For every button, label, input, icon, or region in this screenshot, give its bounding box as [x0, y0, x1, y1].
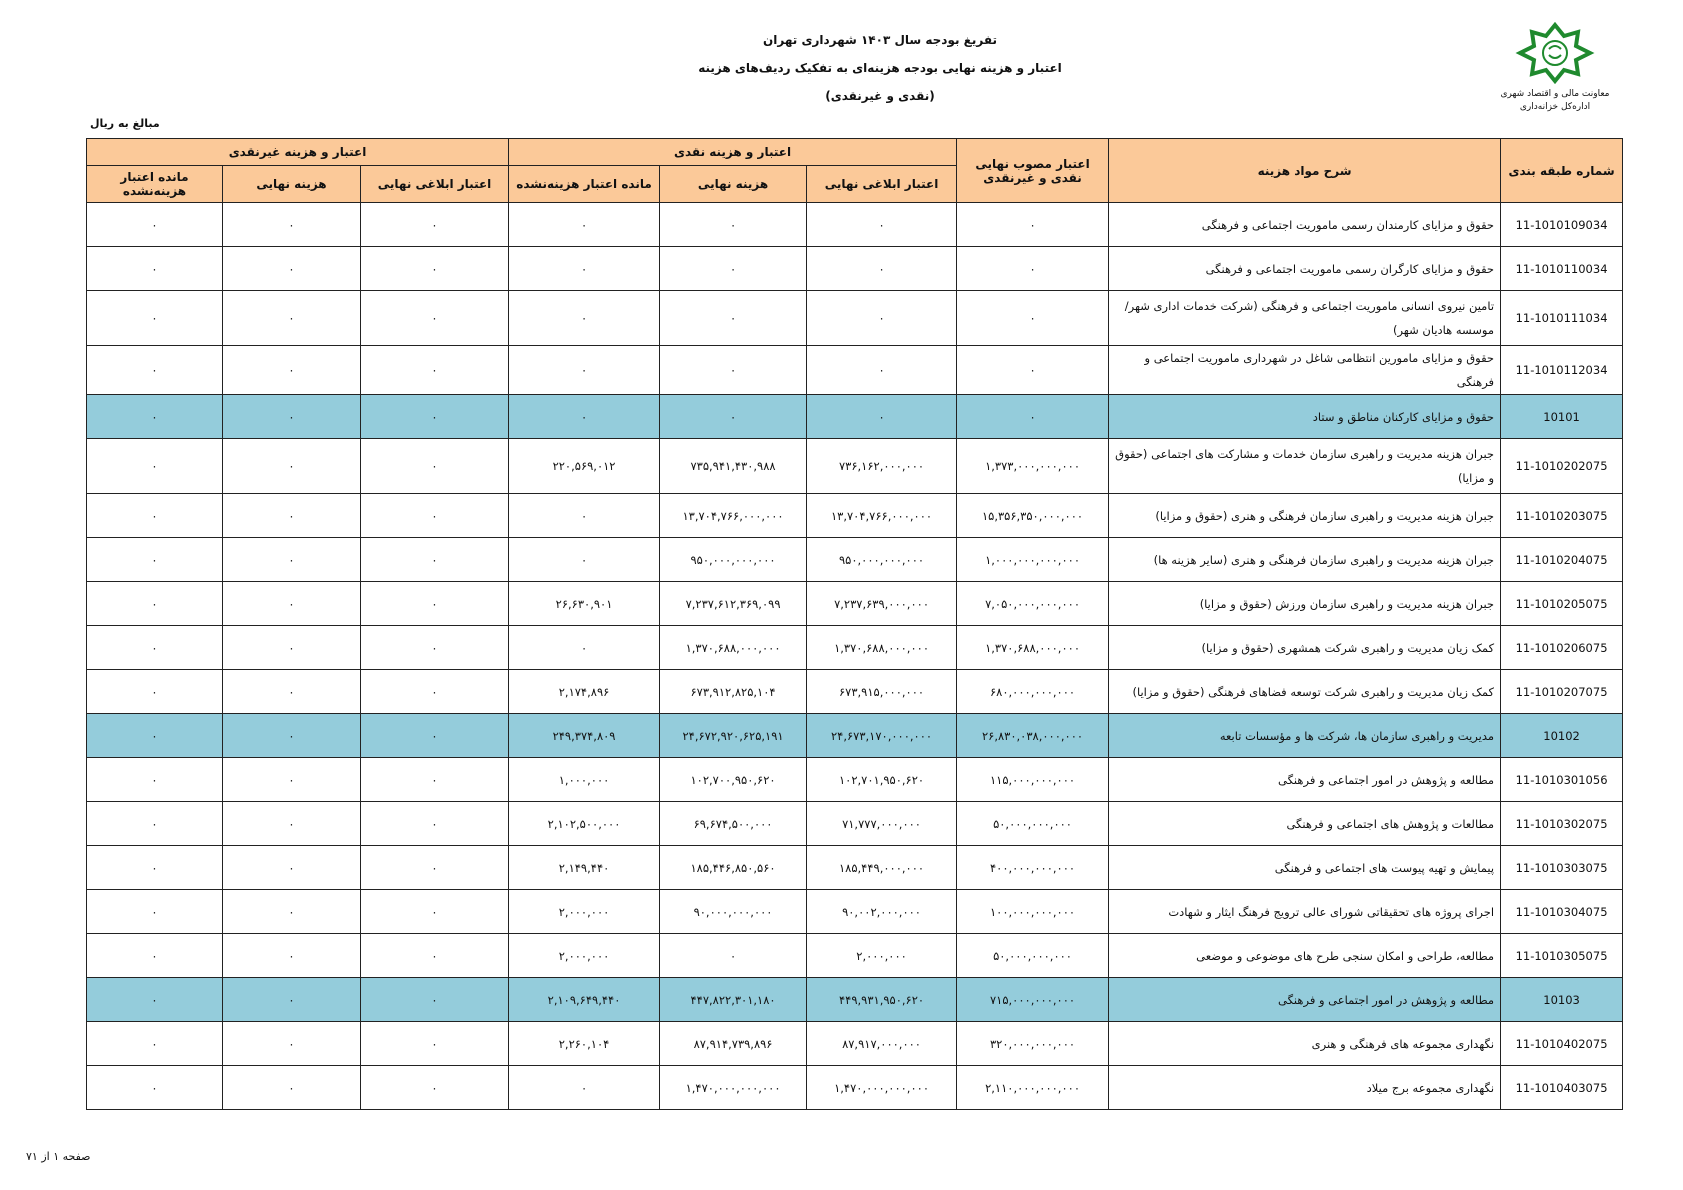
cell-cash-balance: ۰ — [509, 538, 660, 582]
cell-code: 11-1010112034 — [1501, 346, 1623, 395]
cell-noncash-balance: ۰ — [87, 247, 223, 291]
column-header-cash-allocated: اعتبار ابلاغی نهایی — [807, 166, 957, 203]
cell-noncash-balance: ۰ — [87, 758, 223, 802]
cell-noncash-expense: ۰ — [223, 439, 361, 494]
cell-code: 11-1010204075 — [1501, 538, 1623, 582]
cell-description: جبران هزینه مدیریت و راهبری سازمان فرهنگی و هنری (حقوق و مزایا) — [1109, 494, 1501, 538]
cell-cash-expense: ۹۰,۰۰۰,۰۰۰,۰۰۰ — [660, 890, 807, 934]
cell-cash-expense: ۰ — [660, 346, 807, 395]
budget-table-body — [87, 203, 1623, 1110]
column-header-noncash-balance: مانده اعتبار هزینه‌نشده — [87, 166, 223, 203]
cell-cash-balance: ۲۲۰,۵۶۹,۰۱۲ — [509, 439, 660, 494]
cell-noncash-allocated: ۰ — [361, 626, 509, 670]
cell-cash-expense: ۱,۳۷۰,۶۸۸,۰۰۰,۰۰۰ — [660, 626, 807, 670]
budget-table — [86, 138, 1623, 1110]
cell-code: 11-1010304075 — [1501, 890, 1623, 934]
cell-noncash-expense: ۰ — [223, 1066, 361, 1110]
cell-description: مدیریت و راهبری سازمان ها، شرکت ها و مؤسسات تابعه — [1109, 714, 1501, 758]
column-header-cash-balance: مانده اعتبار هزینه‌نشده — [509, 166, 660, 203]
cell-cash-balance: ۰ — [509, 494, 660, 538]
cell-code: 11-1010303075 — [1501, 846, 1623, 890]
cell-description: اجرای پروژه های تحقیقاتی شورای عالی ترویج فرهنگ ایثار و شهادت — [1109, 890, 1501, 934]
cell-cash-allocated: ۸۷,۹۱۷,۰۰۰,۰۰۰ — [807, 1022, 957, 1066]
cell-noncash-allocated: ۰ — [361, 494, 509, 538]
cell-noncash-expense: ۰ — [223, 538, 361, 582]
cell-cash-allocated: ۰ — [807, 291, 957, 346]
cell-noncash-expense: ۰ — [223, 978, 361, 1022]
table-row — [87, 934, 1623, 978]
cell-noncash-allocated: ۰ — [361, 538, 509, 582]
table-row — [87, 439, 1623, 494]
cell-cash-balance: ۲,۱۰۹,۶۴۹,۴۴۰ — [509, 978, 660, 1022]
cell-cash-expense: ۰ — [660, 247, 807, 291]
column-header-description: شرح مواد هزینه — [1109, 139, 1501, 203]
logo-deputy-label: معاونت مالی و اقتصاد شهری — [1500, 89, 1610, 99]
cell-noncash-balance: ۰ — [87, 670, 223, 714]
column-header-noncash-allocated: اعتبار ابلاغی نهایی — [361, 166, 509, 203]
cell-cash-balance: ۰ — [509, 346, 660, 395]
cell-noncash-expense: ۰ — [223, 582, 361, 626]
cell-noncash-allocated: ۰ — [361, 582, 509, 626]
cell-description: مطالعه، طراحی و امکان سنجی طرح های موضوعی و موضعی — [1109, 934, 1501, 978]
cell-description: حقوق و مزایای کارگران رسمی ماموریت اجتماعی و فرهنگی — [1109, 247, 1501, 291]
cell-noncash-balance: ۰ — [87, 203, 223, 247]
cell-noncash-expense: ۰ — [223, 890, 361, 934]
table-row — [87, 802, 1623, 846]
cell-cash-allocated: ۷۱,۷۷۷,۰۰۰,۰۰۰ — [807, 802, 957, 846]
cell-approved-total: ۱۱۵,۰۰۰,۰۰۰,۰۰۰ — [957, 758, 1109, 802]
table-row — [87, 1022, 1623, 1066]
cell-description: جبران هزینه مدیریت و راهبری سازمان فرهنگی و هنری (سایر هزینه ها) — [1109, 538, 1501, 582]
cell-approved-total: ۱,۰۰۰,۰۰۰,۰۰۰,۰۰۰ — [957, 538, 1109, 582]
cell-cash-balance: ۰ — [509, 1066, 660, 1110]
cell-noncash-balance: ۰ — [87, 582, 223, 626]
cell-code: 11-1010109034 — [1501, 203, 1623, 247]
cell-code: 10103 — [1501, 978, 1623, 1022]
tehran-municipality-logo-icon — [1514, 22, 1596, 84]
cell-cash-balance: ۰ — [509, 291, 660, 346]
cell-noncash-expense: ۰ — [223, 1022, 361, 1066]
cell-description: حقوق و مزایای مامورین انتظامی شاغل در شهرداری ماموریت اجتماعی و فرهنگی — [1109, 346, 1501, 395]
table-row — [87, 890, 1623, 934]
cell-cash-expense: ۰ — [660, 291, 807, 346]
cell-noncash-allocated: ۰ — [361, 934, 509, 978]
cell-cash-expense: ۶۷۳,۹۱۲,۸۲۵,۱۰۴ — [660, 670, 807, 714]
cell-noncash-expense: ۰ — [223, 934, 361, 978]
cell-description: کمک زیان مدیریت و راهبری شرکت همشهری (حقوق و مزایا) — [1109, 626, 1501, 670]
cell-code: 10102 — [1501, 714, 1623, 758]
cell-noncash-balance: ۰ — [87, 714, 223, 758]
cell-code: 11-1010403075 — [1501, 1066, 1623, 1110]
table-row — [87, 1066, 1623, 1110]
cell-cash-expense: ۱,۴۷۰,۰۰۰,۰۰۰,۰۰۰ — [660, 1066, 807, 1110]
cell-noncash-balance: ۰ — [87, 934, 223, 978]
cell-noncash-allocated: ۰ — [361, 978, 509, 1022]
cell-noncash-allocated: ۰ — [361, 1066, 509, 1110]
cell-approved-total: ۲,۱۱۰,۰۰۰,۰۰۰,۰۰۰ — [957, 1066, 1109, 1110]
cell-noncash-balance: ۰ — [87, 1022, 223, 1066]
cell-noncash-expense: ۰ — [223, 846, 361, 890]
cell-approved-total: ۳۲۰,۰۰۰,۰۰۰,۰۰۰ — [957, 1022, 1109, 1066]
cell-cash-balance: ۲,۱۰۲,۵۰۰,۰۰۰ — [509, 802, 660, 846]
cell-noncash-balance: ۰ — [87, 978, 223, 1022]
cell-cash-allocated: ۱۸۵,۴۴۹,۰۰۰,۰۰۰ — [807, 846, 957, 890]
cell-cash-expense: ۴۴۷,۸۲۲,۳۰۱,۱۸۰ — [660, 978, 807, 1022]
cell-code: 11-1010207075 — [1501, 670, 1623, 714]
cell-noncash-expense: ۰ — [223, 758, 361, 802]
table-row — [87, 247, 1623, 291]
cell-approved-total: ۷,۰۵۰,۰۰۰,۰۰۰,۰۰۰ — [957, 582, 1109, 626]
cell-noncash-balance: ۰ — [87, 494, 223, 538]
cell-cash-balance: ۰ — [509, 247, 660, 291]
cell-cash-expense: ۰ — [660, 203, 807, 247]
cell-cash-balance: ۲,۰۰۰,۰۰۰ — [509, 890, 660, 934]
cell-cash-allocated: ۶۷۳,۹۱۵,۰۰۰,۰۰۰ — [807, 670, 957, 714]
column-header-noncash-expense: هزینه نهایی — [223, 166, 361, 203]
table-row — [87, 582, 1623, 626]
cell-description: نگهداری مجموعه برج میلاد — [1109, 1066, 1501, 1110]
cell-noncash-allocated: ۰ — [361, 890, 509, 934]
cell-noncash-balance: ۰ — [87, 846, 223, 890]
table-row — [87, 346, 1623, 395]
cell-code: 11-1010111034 — [1501, 291, 1623, 346]
cell-cash-expense: ۷۳۵,۹۴۱,۴۳۰,۹۸۸ — [660, 439, 807, 494]
cell-cash-allocated: ۲,۰۰۰,۰۰۰ — [807, 934, 957, 978]
table-row — [87, 670, 1623, 714]
cell-description: مطالعات و پژوهش های اجتماعی و فرهنگی — [1109, 802, 1501, 846]
report-title-block — [560, 26, 1200, 110]
cell-cash-expense: ۹۵۰,۰۰۰,۰۰۰,۰۰۰ — [660, 538, 807, 582]
report-title: تفریغ بودجه سال ۱۴۰۳ شهرداری تهران — [763, 33, 997, 47]
cell-cash-allocated: ۹۵۰,۰۰۰,۰۰۰,۰۰۰ — [807, 538, 957, 582]
cell-cash-allocated: ۱۰۲,۷۰۱,۹۵۰,۶۲۰ — [807, 758, 957, 802]
column-group-cash: اعتبار و هزینه نقدی — [509, 139, 957, 166]
cell-noncash-expense: ۰ — [223, 395, 361, 439]
cell-description: مطالعه و پژوهش در امور اجتماعی و فرهنگی — [1109, 978, 1501, 1022]
cell-noncash-expense: ۰ — [223, 346, 361, 395]
cell-cash-allocated: ۱,۴۷۰,۰۰۰,۰۰۰,۰۰۰ — [807, 1066, 957, 1110]
cell-approved-total: ۰ — [957, 203, 1109, 247]
cell-cash-allocated: ۷,۲۳۷,۶۳۹,۰۰۰,۰۰۰ — [807, 582, 957, 626]
cell-approved-total: ۱,۳۷۰,۶۸۸,۰۰۰,۰۰۰ — [957, 626, 1109, 670]
cell-approved-total: ۰ — [957, 346, 1109, 395]
report-subtitle: اعتبار و هزینه نهایی بودجه هزینه‌ای به تفکیک ردیف‌های هزینه — [698, 61, 1062, 75]
cell-noncash-expense: ۰ — [223, 291, 361, 346]
cell-approved-total: ۷۱۵,۰۰۰,۰۰۰,۰۰۰ — [957, 978, 1109, 1022]
cell-code: 11-1010202075 — [1501, 439, 1623, 494]
cell-code: 11-1010110034 — [1501, 247, 1623, 291]
cell-noncash-allocated: ۰ — [361, 346, 509, 395]
cell-cash-expense: ۲۴,۶۷۲,۹۲۰,۶۲۵,۱۹۱ — [660, 714, 807, 758]
cell-cash-balance: ۲,۱۴۹,۴۴۰ — [509, 846, 660, 890]
cell-approved-total: ۴۰۰,۰۰۰,۰۰۰,۰۰۰ — [957, 846, 1109, 890]
cell-cash-balance: ۲۴۹,۳۷۴,۸۰۹ — [509, 714, 660, 758]
column-group-noncash: اعتبار و هزینه غیرنقدی — [87, 139, 509, 166]
cell-approved-total: ۱۵,۳۵۶,۳۵۰,۰۰۰,۰۰۰ — [957, 494, 1109, 538]
cell-cash-expense: ۷,۲۳۷,۶۱۲,۳۶۹,۰۹۹ — [660, 582, 807, 626]
table-row — [87, 291, 1623, 346]
subtotal-row — [87, 978, 1623, 1022]
table-row — [87, 538, 1623, 582]
cell-code: 11-1010305075 — [1501, 934, 1623, 978]
cell-cash-balance: ۰ — [509, 203, 660, 247]
cell-cash-allocated: ۲۴,۶۷۳,۱۷۰,۰۰۰,۰۰۰ — [807, 714, 957, 758]
cell-noncash-expense: ۰ — [223, 203, 361, 247]
cell-approved-total: ۱,۳۷۳,۰۰۰,۰۰۰,۰۰۰ — [957, 439, 1109, 494]
cell-noncash-expense: ۰ — [223, 670, 361, 714]
cell-cash-balance: ۱,۰۰۰,۰۰۰ — [509, 758, 660, 802]
cell-approved-total: ۰ — [957, 247, 1109, 291]
cell-approved-total: ۰ — [957, 395, 1109, 439]
column-header-cash-expense: هزینه نهایی — [660, 166, 807, 203]
cell-code: 11-1010302075 — [1501, 802, 1623, 846]
page-number: صفحه ۱ از ۷۱ — [26, 1150, 91, 1163]
cell-cash-allocated: ۴۴۹,۹۳۱,۹۵۰,۶۲۰ — [807, 978, 957, 1022]
cell-code: 11-1010205075 — [1501, 582, 1623, 626]
cell-approved-total: ۶۸۰,۰۰۰,۰۰۰,۰۰۰ — [957, 670, 1109, 714]
table-row — [87, 494, 1623, 538]
cell-noncash-balance: ۰ — [87, 626, 223, 670]
currency-unit-note: مبالغ به ریال — [90, 117, 160, 130]
cell-noncash-expense: ۰ — [223, 802, 361, 846]
cell-noncash-balance: ۰ — [87, 439, 223, 494]
cell-noncash-allocated: ۰ — [361, 670, 509, 714]
cell-description: جبران هزینه مدیریت و راهبری سازمان خدمات و مشارکت های اجتماعی (حقوق و مزایا) — [1109, 439, 1501, 494]
cell-cash-balance: ۲۶,۶۳۰,۹۰۱ — [509, 582, 660, 626]
cell-noncash-expense: ۰ — [223, 714, 361, 758]
cell-approved-total: ۵۰,۰۰۰,۰۰۰,۰۰۰ — [957, 934, 1109, 978]
cell-cash-balance: ۰ — [509, 395, 660, 439]
cell-noncash-allocated: ۰ — [361, 395, 509, 439]
subtotal-row — [87, 395, 1623, 439]
cell-cash-expense: ۰ — [660, 934, 807, 978]
cell-noncash-allocated: ۰ — [361, 1022, 509, 1066]
cell-noncash-allocated: ۰ — [361, 714, 509, 758]
cell-noncash-balance: ۰ — [87, 346, 223, 395]
cell-description: حقوق و مزایای کارمندان رسمی ماموریت اجتماعی و فرهنگی — [1109, 203, 1501, 247]
cell-code: 11-1010301056 — [1501, 758, 1623, 802]
cell-approved-total: ۲۶,۸۳۰,۰۳۸,۰۰۰,۰۰۰ — [957, 714, 1109, 758]
column-header-approved-total: اعتبار مصوب نهایی نقدی و غیرنقدی — [957, 139, 1109, 203]
cell-cash-balance: ۰ — [509, 626, 660, 670]
cell-noncash-balance: ۰ — [87, 1066, 223, 1110]
cell-cash-balance: ۲,۱۷۴,۸۹۶ — [509, 670, 660, 714]
cell-noncash-allocated: ۰ — [361, 291, 509, 346]
cell-code: 11-1010402075 — [1501, 1022, 1623, 1066]
cell-noncash-allocated: ۰ — [361, 802, 509, 846]
cell-approved-total: ۰ — [957, 291, 1109, 346]
cell-cash-allocated: ۱,۳۷۰,۶۸۸,۰۰۰,۰۰۰ — [807, 626, 957, 670]
cell-noncash-balance: ۰ — [87, 890, 223, 934]
cell-cash-allocated: ۰ — [807, 247, 957, 291]
cell-description: پیمایش و تهیه پیوست های اجتماعی و فرهنگی — [1109, 846, 1501, 890]
cell-cash-allocated: ۰ — [807, 395, 957, 439]
table-row — [87, 626, 1623, 670]
cell-cash-allocated: ۱۳,۷۰۴,۷۶۶,۰۰۰,۰۰۰ — [807, 494, 957, 538]
cell-cash-balance: ۲,۰۰۰,۰۰۰ — [509, 934, 660, 978]
cell-cash-expense: ۰ — [660, 395, 807, 439]
cell-description: نگهداری مجموعه های فرهنگی و هنری — [1109, 1022, 1501, 1066]
cell-description: حقوق و مزایای کارکنان مناطق و ستاد — [1109, 395, 1501, 439]
cell-noncash-balance: ۰ — [87, 395, 223, 439]
subtotal-row — [87, 714, 1623, 758]
cell-code: 11-1010203075 — [1501, 494, 1623, 538]
cell-cash-expense: ۶۹,۶۷۴,۵۰۰,۰۰۰ — [660, 802, 807, 846]
cell-description: تامین نیروی انسانی ماموریت اجتماعی و فرهنگی (شرکت خدمات اداری شهر/موسسه هادیان شهر) — [1109, 291, 1501, 346]
table-row — [87, 846, 1623, 890]
cell-cash-allocated: ۷۳۶,۱۶۲,۰۰۰,۰۰۰ — [807, 439, 957, 494]
report-subtitle-note: (نقدی و غیرنقدی) — [825, 89, 935, 103]
cell-code: 11-1010206075 — [1501, 626, 1623, 670]
cell-cash-expense: ۱۰۲,۷۰۰,۹۵۰,۶۲۰ — [660, 758, 807, 802]
cell-description: جبران هزینه مدیریت و راهبری سازمان ورزش (حقوق و مزایا) — [1109, 582, 1501, 626]
cell-cash-expense: ۸۷,۹۱۴,۷۳۹,۸۹۶ — [660, 1022, 807, 1066]
cell-cash-allocated: ۰ — [807, 346, 957, 395]
cell-description: مطالعه و پژوهش در امور اجتماعی و فرهنگی — [1109, 758, 1501, 802]
table-row — [87, 758, 1623, 802]
logo-department-label: اداره‌کل خزانه‌داری — [1519, 102, 1591, 112]
cell-noncash-expense: ۰ — [223, 626, 361, 670]
cell-noncash-expense: ۰ — [223, 494, 361, 538]
cell-cash-expense: ۱۳,۷۰۴,۷۶۶,۰۰۰,۰۰۰ — [660, 494, 807, 538]
cell-approved-total: ۵۰,۰۰۰,۰۰۰,۰۰۰ — [957, 802, 1109, 846]
cell-noncash-allocated: ۰ — [361, 846, 509, 890]
cell-noncash-allocated: ۰ — [361, 758, 509, 802]
cell-noncash-expense: ۰ — [223, 247, 361, 291]
cell-cash-expense: ۱۸۵,۴۴۶,۸۵۰,۵۶۰ — [660, 846, 807, 890]
cell-noncash-balance: ۰ — [87, 291, 223, 346]
organization-logo — [1495, 22, 1615, 114]
column-header-code: شماره طبقه بندی — [1501, 139, 1623, 203]
cell-cash-balance: ۲,۲۶۰,۱۰۴ — [509, 1022, 660, 1066]
cell-noncash-balance: ۰ — [87, 802, 223, 846]
cell-noncash-allocated: ۰ — [361, 439, 509, 494]
cell-description: کمک زیان مدیریت و راهبری شرکت توسعه فضاهای فرهنگی (حقوق و مزایا) — [1109, 670, 1501, 714]
cell-approved-total: ۱۰۰,۰۰۰,۰۰۰,۰۰۰ — [957, 890, 1109, 934]
cell-noncash-allocated: ۰ — [361, 203, 509, 247]
cell-noncash-allocated: ۰ — [361, 247, 509, 291]
table-row — [87, 203, 1623, 247]
cell-cash-allocated: ۰ — [807, 203, 957, 247]
cell-code: 10101 — [1501, 395, 1623, 439]
cell-cash-allocated: ۹۰,۰۰۲,۰۰۰,۰۰۰ — [807, 890, 957, 934]
cell-noncash-balance: ۰ — [87, 538, 223, 582]
